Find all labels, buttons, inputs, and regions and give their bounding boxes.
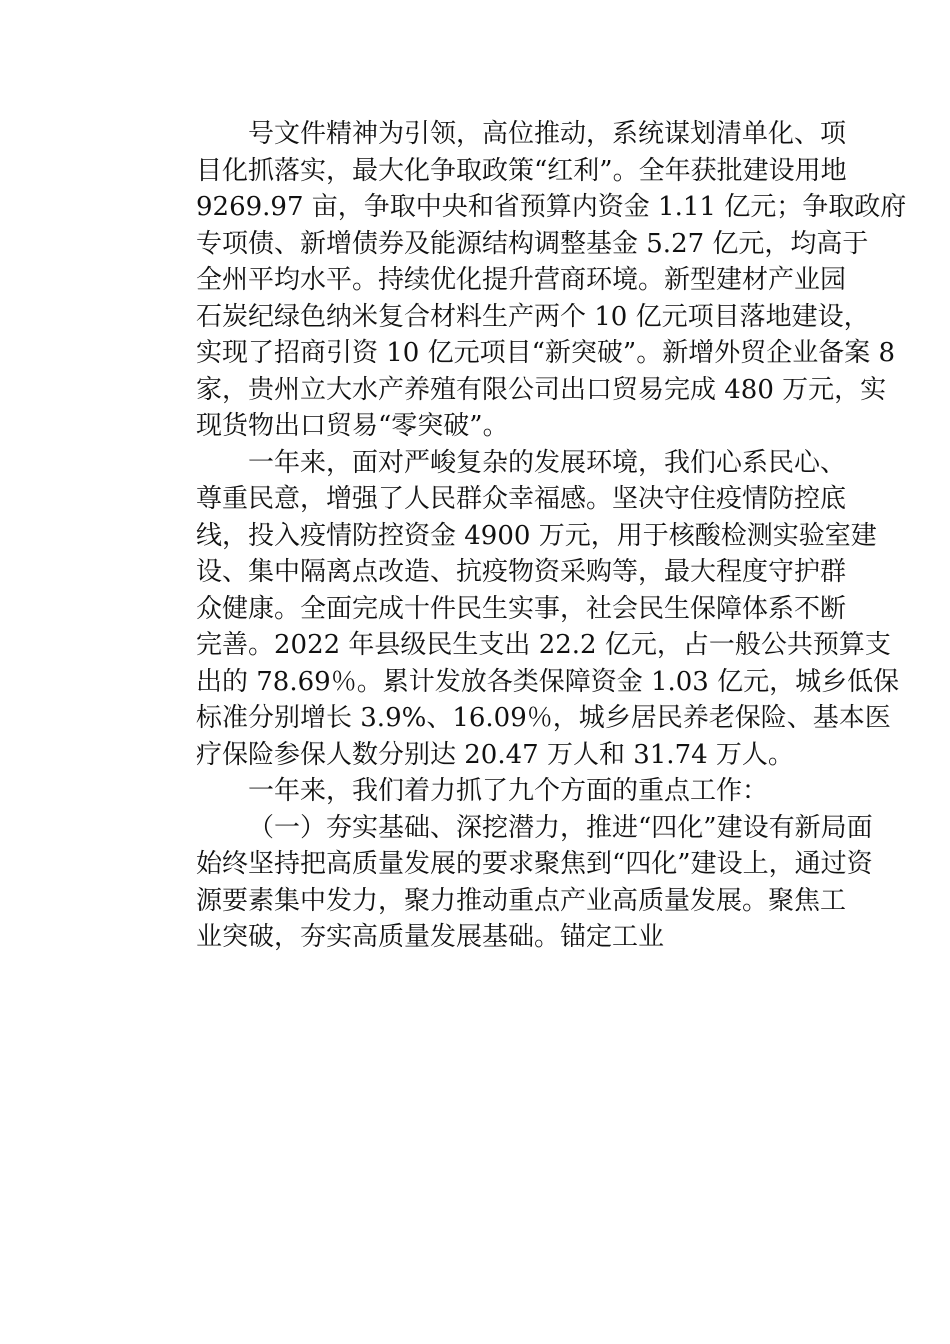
text-line: 出的 78.69％。累计发放各类保障资金 1.03 亿元，城乡低保: [196, 666, 900, 697]
text-line: 实现了招商引资 10 亿元项目“新突破”。新增外贸企业备案 8: [196, 338, 896, 368]
text-line: 号文件精神为引领，高位推动，系统谋划清单化、项: [248, 119, 847, 149]
text-line: 尊重民意，增强了人民群众幸福感。坚决守住疫情防控底: [196, 484, 847, 514]
text-line: 源要素集中发力，聚力推动重点产业高质量发展。聚焦工: [196, 885, 847, 916]
text-line: 线，投入疫情防控资金 4900 万元，用于核酸检测实验室建: [196, 520, 877, 551]
text-line: 标准分别增长 3.9%、16.09％，城乡居民养老保险、基本医: [196, 703, 891, 733]
text-line: 目化抓落实，最大化争取政策“红利”。全年获批建设用地: [196, 155, 847, 186]
paragraph-2: [144, 445, 900, 774]
text-line: 一年来，面对严峻复杂的发展环境，我们心系民心、: [248, 447, 847, 478]
paragraph-3: [144, 773, 808, 810]
text-line: 9269.97 亩，争取中央和省预算内资金 1.11 亿元；争取政府: [196, 192, 907, 222]
text-line: 全州平均水平。持续优化提升营商环境。新型建材产业园: [196, 265, 847, 295]
text-line: 业突破，夯实高质量发展基础。锚定工业: [196, 922, 665, 952]
text-line: 始终坚持把高质量发展的要求聚焦到“四化”建设上，通过资: [196, 849, 873, 879]
text-line: 石炭纪绿色纳米复合材料生产两个 10 亿元项目落地建设，: [196, 301, 870, 332]
text-line: 现货物出口贸易“零突破”。: [196, 411, 509, 441]
text-line: 众健康。全面完成十件民生实事，社会民生保障体系不断: [196, 593, 847, 624]
text-line: 设、集中隔离点改造、抗疫物资采购等，最大程度守护群: [196, 557, 847, 587]
text-line: 完善。2022 年县级民生支出 22.2 亿元，占一般公共预算支: [196, 630, 891, 660]
paragraph-4: [144, 810, 873, 956]
section-heading: （一）夯实基础、深挖潜力，推进“四化”建设有新局面: [248, 812, 873, 843]
text-line: 专项债、新增债券及能源结构调整基金 5.27 亿元，均高于: [196, 228, 869, 259]
text-line: 疗保险参保人数分别达 20.47 万人和 31.74 万人。: [196, 739, 794, 770]
paragraph-1: [144, 116, 907, 445]
text-line: 家，贵州立大水产养殖有限公司出口贸易完成 480 万元，实: [196, 374, 887, 405]
text-line: 一年来，我们着力抓了九个方面的重点工作：: [248, 776, 769, 806]
document-page: [144, 116, 907, 956]
